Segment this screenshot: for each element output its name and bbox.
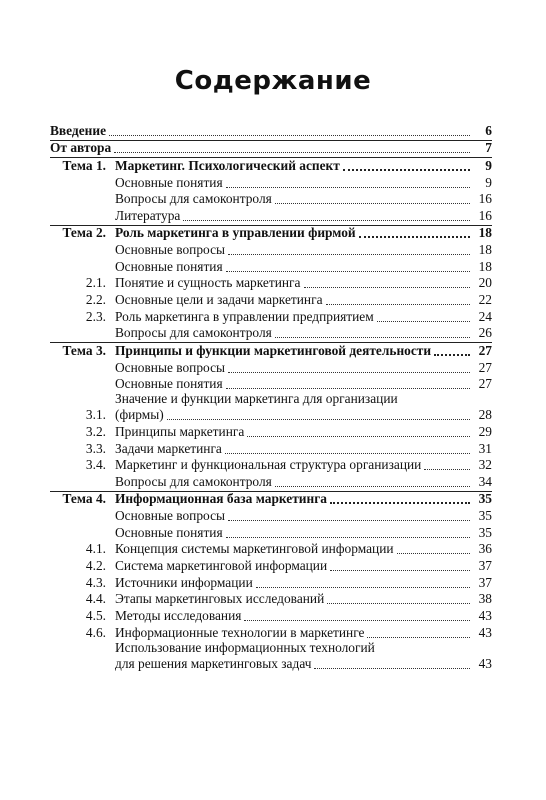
toc-entry-title: Основные вопросы — [115, 242, 226, 258]
dot-leader — [377, 321, 470, 322]
toc-entry-title-cont: для решения маркетинговых задач — [115, 655, 312, 671]
dot-leader — [247, 436, 470, 437]
toc-entry-title: Основные понятия — [115, 174, 223, 190]
toc-page-number: 18 — [478, 242, 492, 258]
toc-page-number: 18 — [478, 258, 492, 274]
toc-entry-row — [50, 508, 492, 525]
toc-entry-row — [50, 558, 492, 575]
toc-entry-number: Тема 1. — [62, 157, 106, 173]
toc-entry-title: Понятие и сущность маркетинга — [115, 275, 301, 291]
toc-entry-number: 2.3. — [85, 308, 106, 324]
toc-entry-title: Литература — [115, 207, 181, 223]
toc-entry-title: Информационные технологии в маркетинге — [115, 624, 365, 640]
toc-entry-number: 4.1. — [85, 541, 106, 557]
toc-entry-row — [50, 292, 492, 309]
toc-entry-title: Методы исследования — [115, 607, 242, 623]
toc-page-number: 27 — [478, 376, 492, 392]
toc-entry-row — [50, 175, 492, 192]
toc-entry-row — [50, 542, 492, 559]
dot-leader — [275, 486, 470, 487]
toc-page-number: 31 — [478, 440, 492, 456]
toc-page-number: 35 — [478, 524, 492, 540]
toc-entry-title: Принципы и функции маркетинговой деятельности — [115, 342, 432, 358]
toc-entry-number: 3.4. — [85, 457, 106, 473]
dot-leader — [275, 203, 470, 204]
toc-page-number: 34 — [478, 473, 492, 489]
toc-entry-number: 2.2. — [85, 292, 106, 308]
dot-leader — [228, 372, 470, 373]
toc-entry-row — [50, 608, 492, 625]
toc-entry-row — [50, 474, 492, 491]
dot-leader — [397, 553, 470, 554]
toc-page-number: 27 — [478, 359, 492, 375]
toc-page-number: 43 — [478, 655, 492, 671]
toc-entry-title: Маркетинг. Психологический аспект — [115, 157, 340, 173]
toc-entry-row — [50, 393, 492, 424]
dot-leader — [359, 236, 470, 238]
toc-entry-number: 3.2. — [85, 423, 106, 439]
dot-leader — [228, 254, 470, 255]
toc-entry-number: 2.1. — [85, 275, 106, 291]
toc-entry-title: Введение — [50, 122, 107, 138]
toc-entry-title: Значение и функции маркетинга для организации — [115, 391, 398, 407]
toc-page-number: 43 — [478, 607, 492, 623]
toc-page-number: 7 — [485, 140, 492, 156]
toc-entry-row — [50, 242, 492, 259]
toc-entry-row — [50, 276, 492, 293]
dot-leader — [167, 419, 470, 420]
toc-entry-number: 3.1. — [85, 407, 106, 423]
dot-leader — [244, 620, 470, 621]
toc-page-number: 37 — [478, 574, 492, 590]
toc-page-number: 37 — [478, 558, 492, 574]
dot-leader — [434, 354, 470, 356]
toc-entry-row — [50, 441, 492, 458]
toc-page-number: 6 — [485, 122, 492, 138]
dot-leader — [228, 520, 470, 521]
dot-leader — [367, 637, 470, 638]
toc-entry-title: Этапы маркетинговых исследований — [115, 591, 325, 607]
toc-page-number: 9 — [485, 174, 492, 190]
toc-page-number: 36 — [478, 541, 492, 557]
toc-entry-title: Основные цели и задачи маркетинга — [115, 292, 323, 308]
toc-entry-title: Вопросы для самоконтроля — [115, 325, 272, 341]
dot-leader — [304, 287, 471, 288]
toc-entry-number: Тема 2. — [62, 225, 106, 241]
toc-page-number: 35 — [478, 508, 492, 524]
toc-entry-row — [50, 208, 492, 225]
dot-leader — [314, 668, 470, 669]
toc-entry-title: Вопросы для самоконтроля — [115, 191, 272, 207]
toc-page-number: 29 — [478, 423, 492, 439]
toc-entry-row — [50, 309, 492, 326]
toc-entry-row — [50, 326, 492, 343]
toc-entry-row — [50, 592, 492, 609]
toc-entry-title: Задачи маркетинга — [115, 440, 222, 456]
toc-entry-row — [50, 639, 492, 673]
dot-leader — [114, 152, 470, 153]
toc-page-number: 43 — [478, 624, 492, 640]
toc-entry-row — [50, 458, 492, 475]
toc-entry-number: 4.6. — [85, 624, 106, 640]
toc-entry-title: Концепция системы маркетинговой информации — [115, 541, 394, 557]
dot-leader — [424, 469, 470, 470]
page-title: Содержание — [174, 66, 372, 96]
dot-leader — [225, 453, 470, 454]
toc-entry-row — [50, 525, 492, 542]
dot-leader — [327, 603, 470, 604]
toc-page-number: 9 — [485, 157, 492, 173]
toc-page-number: 32 — [478, 457, 492, 473]
dot-leader — [330, 570, 470, 571]
toc-entry-title: Принципы маркетинга — [115, 423, 245, 439]
toc-entry-title: Использование информационных технологий — [115, 639, 375, 655]
toc-entry-number: 4.5. — [85, 607, 106, 623]
toc-entry-title: Маркетинг и функциональная структура организации — [115, 457, 422, 473]
dot-leader — [343, 169, 470, 171]
dot-leader — [326, 304, 470, 305]
dot-leader — [256, 587, 470, 588]
toc-chapter-row — [50, 225, 492, 243]
toc-entry-title: Роль маркетинга в управлении предприятием — [115, 308, 374, 324]
toc-entry-row — [50, 424, 492, 441]
toc-entry-title: От автора — [50, 140, 112, 156]
dot-leader — [183, 220, 470, 221]
toc-page-number: 24 — [478, 308, 492, 324]
dot-leader — [226, 388, 470, 389]
toc-entry-title: Информационная база маркетинга — [115, 491, 328, 507]
dot-leader — [226, 187, 470, 188]
dot-leader — [275, 337, 470, 338]
toc-entry-number: Тема 3. — [62, 342, 106, 358]
toc-page-number: 27 — [478, 342, 492, 358]
toc-page-number: 16 — [478, 191, 492, 207]
toc-chapter-row — [50, 342, 492, 360]
toc-entry-title: Источники информации — [115, 574, 253, 590]
toc-entry-row — [50, 259, 492, 276]
toc-entry-number: 3.3. — [85, 440, 106, 456]
toc-entry-row — [50, 140, 492, 158]
dot-leader — [330, 502, 470, 504]
toc-entry-title: Основные понятия — [115, 258, 223, 274]
toc-entry-title: Основные вопросы — [115, 508, 226, 524]
toc-entry-title: Основные вопросы — [115, 359, 226, 375]
dot-leader — [226, 271, 470, 272]
toc-entry-title-cont: (фирмы) — [115, 407, 164, 423]
toc-page-number: 38 — [478, 591, 492, 607]
toc-chapter-row — [50, 491, 492, 509]
toc-entry-number: 4.2. — [85, 558, 106, 574]
dot-leader — [226, 537, 470, 538]
toc-entry-row — [50, 192, 492, 209]
toc-entry-title: Роль маркетинга в управлении фирмой — [115, 225, 356, 241]
toc-entry-row — [50, 123, 492, 140]
toc-entry-title: Система маркетинговой информации — [115, 558, 328, 574]
dot-leader — [109, 135, 470, 136]
toc-page-number: 16 — [478, 207, 492, 223]
toc-page-number: 18 — [478, 225, 492, 241]
toc-entry-row — [50, 575, 492, 592]
toc-entry-row — [50, 360, 492, 377]
toc-entry-number: 4.4. — [85, 591, 106, 607]
toc-entry-title: Основные понятия — [115, 524, 223, 540]
toc-page-number: 35 — [478, 491, 492, 507]
toc-chapter-row — [50, 157, 492, 175]
toc-entry-title: Основные понятия — [115, 376, 223, 392]
toc-page-number: 28 — [478, 407, 492, 423]
toc-entry-title: Вопросы для самоконтроля — [115, 473, 272, 489]
toc-page-number: 26 — [478, 325, 492, 341]
toc-entry-number: 4.3. — [85, 574, 106, 590]
table-of-contents — [50, 123, 492, 673]
toc-page-number: 22 — [478, 292, 492, 308]
toc-page-number: 20 — [478, 275, 492, 291]
toc-entry-number: Тема 4. — [62, 491, 106, 507]
